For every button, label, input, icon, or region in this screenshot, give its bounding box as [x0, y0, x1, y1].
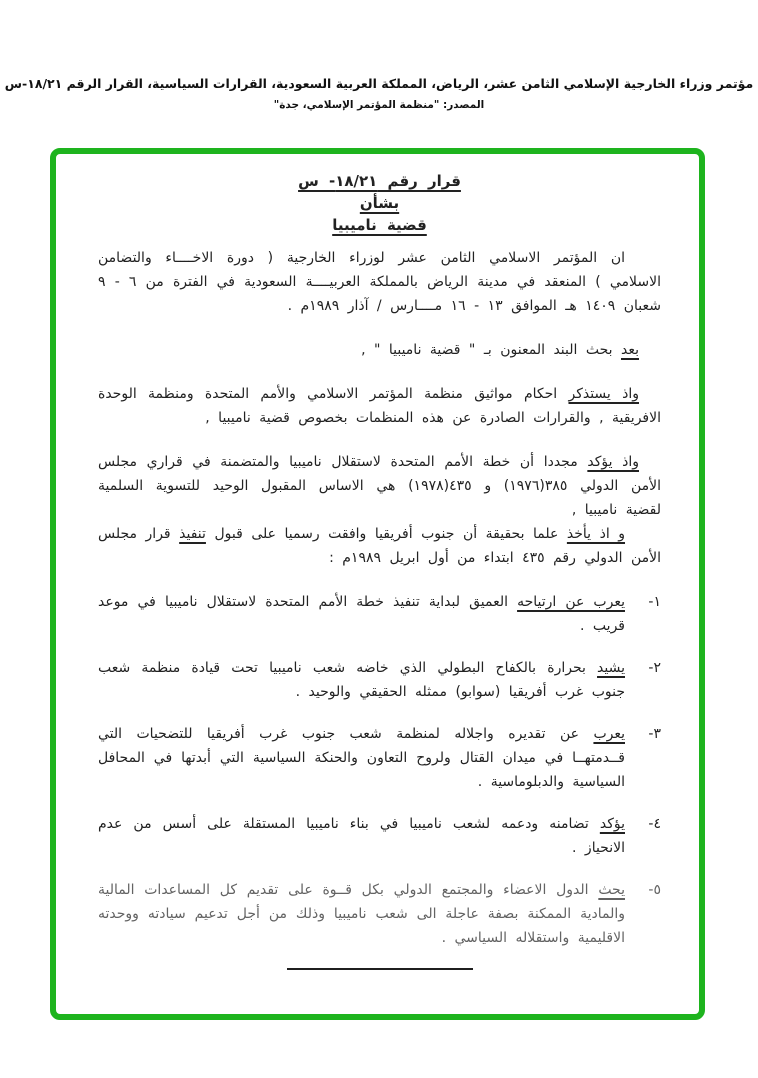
item-lead: يحث — [598, 882, 625, 898]
item-text — [98, 722, 625, 794]
item-lead: يعرب — [593, 726, 625, 742]
document-frame — [50, 148, 705, 1020]
item-body: الدول الاعضاء والمجتمع الدولي بكل قــوة على تقديم كل المساعدات المالية والمادية الممكنة بصفة عاجلة الى شعب ناميبيا وذلك من أجل تدعيم سيادته ووحدته الاقليمية واستقلاله السياسي . — [98, 882, 625, 946]
resolution-subject: قضية ناميبيا — [332, 216, 427, 234]
resolution-number: قرار رقم ١٨/٢١- س — [298, 172, 461, 190]
item-number: ٥- — [648, 882, 661, 898]
preamble-paragraph — [98, 450, 661, 522]
resolution-item — [98, 656, 661, 704]
resolution-title — [98, 170, 661, 236]
item-text — [98, 656, 625, 704]
preamble-paragraph — [98, 246, 661, 318]
item-body: عن تقديره واجلاله لمنظمة شعب جنوب غرب أفريقيا للتضحيات التي قــدمتهــا في ميدان القتال ولروح التعاون والحنكة السياسية التي أبدتها في المحافل السياسية والدبلوماسية . — [98, 726, 625, 790]
item-lead: يؤكد — [599, 816, 625, 832]
preamble-paragraph — [98, 522, 661, 570]
paragraph-text: مجددا أن خطة الأمم المتحدة لاستقلال ناميبيا والمتضمنة في قراري مجلس الأمن الدولي ٣٨٥(١٩٧٦) و ٤٣٥(١٩٧٨) هي الاساس المقبول الوحيد للتسوية السلمية لقضية ناميبيا , — [98, 454, 661, 518]
resolution-title-line — [98, 192, 661, 214]
resolution-title-line — [98, 214, 661, 236]
item-body: تضامنه ودعمه لشعب ناميبيا في بناء ناميبيا المستقلة على أسس من عدم الانحياز . — [98, 816, 625, 856]
item-number: ٣- — [648, 726, 661, 742]
resolution-item — [98, 590, 661, 638]
header-citation: مؤتمر وزراء الخارجية الإسلامي الثامن عشر، الرياض، المملكة العربية السعودية، القرارات السياسية، القرار الرقم ١٨/٢١-س — [4, 76, 754, 91]
preamble-paragraph — [98, 382, 661, 430]
resolution-item — [98, 878, 661, 950]
resolution-regarding: بشأن — [359, 194, 400, 212]
item-lead: يعرب عن ارتياحه — [517, 594, 625, 610]
paragraph-tail: قرار مجلس الأمن الدولي رقم ٤٣٥ ابتداء من أول ابريل ١٩٨٩م : — [98, 526, 661, 566]
item-body: العميق لبداية تنفيذ خطة الأمم المتحدة لاستقلال ناميبيا في موعد قريب . — [98, 594, 625, 634]
resolution-item — [98, 812, 661, 860]
item-text — [98, 878, 625, 950]
preamble-paragraph — [98, 338, 661, 362]
header-source: المصدر: "منظمة المؤتمر الإسلامي، جدة" — [273, 99, 485, 111]
resolution-items — [98, 590, 661, 950]
paragraph-lead: بعد — [621, 342, 639, 358]
item-body: بحرارة بالكفاح البطولي الذي خاضه شعب ناميبيا تحت قيادة منظمة شعب جنوب غرب أفريقيا (سوابو) ممثله الحقيقي والوحيد . — [98, 660, 625, 700]
item-number: ٤- — [648, 816, 661, 832]
item-number: ٢- — [648, 660, 661, 676]
resolution-title-line — [98, 170, 661, 192]
paragraph-lead: و اذ يأخذ — [566, 526, 626, 542]
divider-line — [287, 968, 473, 970]
paragraph-text: بحث البند المعنون بـ " قضية ناميبيا " , — [361, 342, 621, 358]
item-number: ١- — [648, 594, 661, 610]
item-text — [98, 590, 625, 638]
paragraph-text: علما بحقيقة أن جنوب أفريقيا وافقت رسميا على قبول — [205, 526, 567, 542]
paragraph-text: ان المؤتمر الاسلامي الثامن عشر لوزراء الخارجية ( دورة الاخــــاء والتضامن الاسلامي ) المنعقد في مدينة الرياض بالمملكة العربيــــة السعودية في الفترة من ٦ - ٩ شعبان ١٤٠٩ هـ الموافق ١٣ - ١٦ مــــارس / آذار ١٩٨٩م . — [98, 250, 661, 314]
paragraph-lead: واذ يستذكر — [568, 386, 640, 402]
item-lead: يشيد — [597, 660, 625, 676]
document-header — [0, 76, 758, 111]
resolution-item — [98, 722, 661, 794]
resolution-document — [98, 170, 661, 970]
item-text — [98, 812, 625, 860]
paragraph-text: احكام مواثيق منظمة المؤتمر الاسلامي والأمم المتحدة ومنظمة الوحدة الافريقية , والقرارات الصادرة عن هذه المنظمات بخصوص قضية ناميبيا , — [98, 386, 661, 426]
paragraph-lead: واذ يؤكد — [587, 454, 639, 470]
paragraph-emphasis: تنفيذ — [179, 526, 206, 542]
